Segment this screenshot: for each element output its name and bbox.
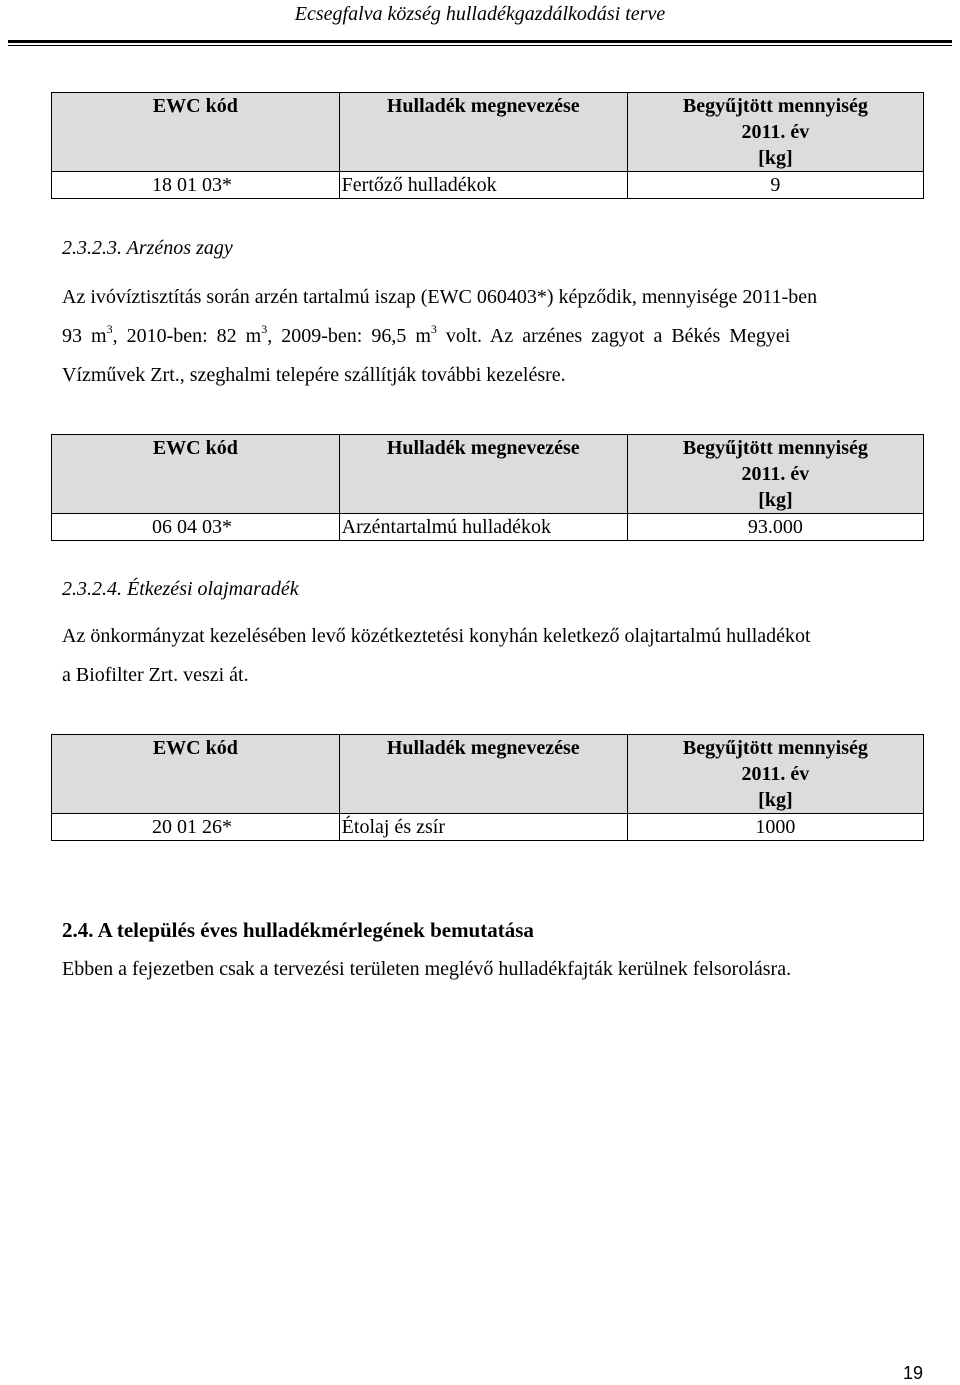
table-header-row xyxy=(52,735,924,814)
waste-table-arsenic xyxy=(51,434,924,541)
row-qty: 93.000 xyxy=(627,514,923,541)
header-ewc: EWC kód xyxy=(52,93,340,172)
olajmaradek-line2: a Biofilter Zrt. veszi át. xyxy=(62,664,249,686)
paragraph-arzenos xyxy=(62,278,922,395)
arzenos-line2b: , 2010-ben: 82 m xyxy=(112,325,262,347)
waste-table-oil xyxy=(51,734,924,841)
header-ewc: EWC kód xyxy=(52,735,340,814)
paragraph-mérleg: Ebben a fejezetben csak a tervezési területen meglévő hulladékfajták kerülnek felsorolásra. xyxy=(62,958,792,980)
header-qty-line3: [kg] xyxy=(758,489,793,511)
header-qty-line1: Begyűjtött mennyiség xyxy=(682,95,868,117)
superscript: 3 xyxy=(261,322,268,336)
row-code: 18 01 03* xyxy=(52,172,340,199)
waste-table-infectious xyxy=(51,92,924,199)
row-qty: 1000 xyxy=(627,814,923,841)
table-row xyxy=(52,172,924,199)
header-ewc: EWC kód xyxy=(52,435,340,514)
header-qty-line2: 2011. év xyxy=(741,463,810,485)
table-header-row xyxy=(52,435,924,514)
page-number: 19 xyxy=(902,1363,923,1383)
header-qty-line3: [kg] xyxy=(758,789,793,811)
header-qty-line1: Begyűjtött mennyiség xyxy=(682,737,868,759)
row-code: 20 01 26* xyxy=(52,814,340,841)
table-row xyxy=(52,514,924,541)
header-name: Hulladék megnevezése xyxy=(339,435,627,514)
header-qty-line1: Begyűjtött mennyiség xyxy=(682,437,868,459)
section-heading-arzenos: 2.3.2.3. Arzénos zagy xyxy=(62,237,233,259)
header-qty xyxy=(627,435,923,514)
olajmaradek-line1: Az önkormányzat kezelésében levő közétkeztetési konyhán keletkező olajtartalmú hulladékot xyxy=(62,625,811,647)
header-name: Hulladék megnevezése xyxy=(339,735,627,814)
arzenos-line2a: 93 m xyxy=(62,325,107,347)
header-qty xyxy=(627,735,923,814)
header-qty xyxy=(627,93,923,172)
superscript: 3 xyxy=(430,322,437,336)
header-qty-line2: 2011. év xyxy=(741,121,810,143)
page-header xyxy=(0,2,960,26)
arzenos-line3: Vízművek Zrt., szeghalmi telepére szállítják további kezelésre. xyxy=(62,364,566,386)
paragraph-line xyxy=(62,317,922,356)
row-qty: 9 xyxy=(627,172,923,199)
paragraph-line xyxy=(62,356,922,395)
row-name: Étolaj és zsír xyxy=(339,814,627,841)
arzenos-line1: Az ivóvíztisztítás során arzén tartalmú iszap (EWC 060403*) képződik, mennyisége 2011-ben xyxy=(62,286,818,308)
paragraph-olajmaradek xyxy=(62,617,922,695)
paragraph-line xyxy=(62,278,922,317)
table-row xyxy=(52,814,924,841)
section-heading-mérleg: 2.4. A település éves hulladékmérlegének bemutatása xyxy=(62,918,534,942)
superscript: 3 xyxy=(106,322,113,336)
row-name: Arzéntartalmú hulladékok xyxy=(339,514,627,541)
header-title: Ecsegfalva község hulladékgazdálkodási terve xyxy=(294,3,666,25)
header-qty-line2: 2011. év xyxy=(741,763,810,785)
header-rule xyxy=(8,40,952,46)
table-header-row xyxy=(52,93,924,172)
header-name: Hulladék megnevezése xyxy=(339,93,627,172)
row-name: Fertőző hulladékok xyxy=(339,172,627,199)
arzenos-line2c: , 2009-ben: 96,5 m xyxy=(267,325,431,347)
row-code: 06 04 03* xyxy=(52,514,340,541)
header-qty-line3: [kg] xyxy=(758,147,793,169)
section-heading-olajmaradek: 2.3.2.4. Étkezési olajmaradék xyxy=(62,578,299,600)
arzenos-line2d: volt. Az arzénes zagyot a Békés Megyei xyxy=(436,325,791,347)
